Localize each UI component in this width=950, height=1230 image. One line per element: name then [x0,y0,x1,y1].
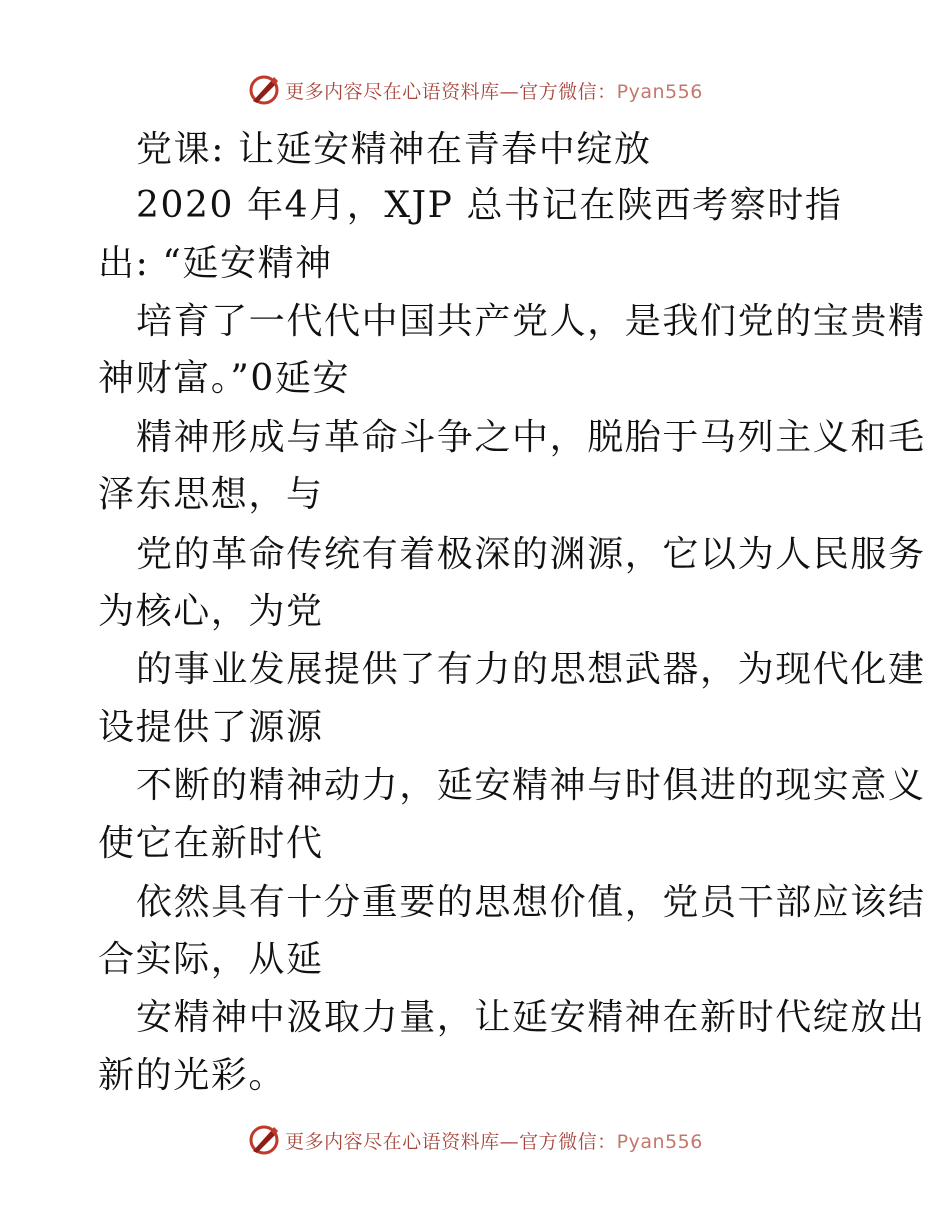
text-line: 不断的精神动力，延安精神与时俱进的现实意义 [136,765,926,806]
header-wechat-id: Pyan556 [616,80,703,103]
text-line: 2020 年4月，XJP 总书记在陕西考察时指 [136,185,843,226]
text-line: 依然具有十分重要的思想价值，党员干部应该结 [136,882,926,923]
footer-banner-text: 更多内容尽在心语资料库—官方微信：Pyan556 [285,1130,703,1153]
pen-logo-icon [247,1123,281,1157]
text-line: 使它在新时代 [98,823,324,864]
text-line: 党的革命传统有着极深的渊源，它以为人民服务 [136,534,926,575]
text-line: 的事业发展提供了有力的思想武器，为现代化建 [136,649,926,690]
footer-banner [0,1120,950,1160]
text-line: 精神形成与革命斗争之中，脱胎于马列主义和毛 [136,417,926,458]
document-title: 党课: 让延安精神在青春中绽放 [136,129,652,170]
header-banner-text: 更多内容尽在心语资料库—官方微信：Pyan556 [285,80,703,103]
text-line: 合实际，从延 [98,939,324,980]
text-line: 安精神中汲取力量，让延安精神在新时代绽放出 [136,997,926,1038]
text-line: 神财富。”0延安 [98,358,351,399]
text-line: 新的光彩。 [98,1055,287,1096]
text-line: 泽东思想，与 [98,474,324,515]
text-line: 为核心，为党 [98,591,324,632]
text-line: 培育了一代代中国共产党人，是我们党的宝贵精 [136,301,926,342]
footer-wechat-id: Pyan556 [616,1130,703,1153]
text-line: 设提供了源源 [98,707,324,748]
text-line: 出: “延安精神 [98,243,333,284]
